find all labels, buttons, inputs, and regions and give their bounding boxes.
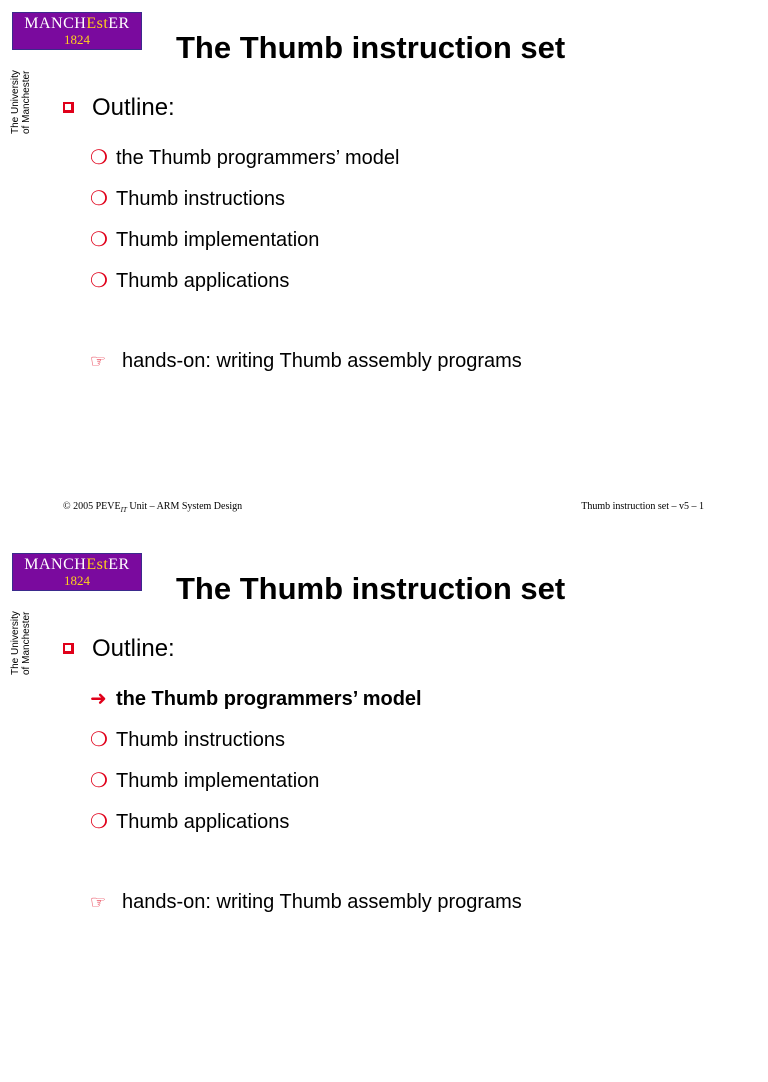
manchester-logo: MANCHEstER 1824 [12, 553, 142, 591]
manchester-logo: MANCHEstER 1824 [12, 12, 142, 50]
checkbox-bullet-icon [63, 643, 74, 654]
circle-bullet-icon: ❍ [90, 729, 108, 751]
footer-copyright: © 2005 $PEVE_{IT}$ Unit – ARM System Design [63, 501, 243, 514]
list-item: ❍ Thumb implementation [90, 770, 320, 792]
list-item-current: ➜ the Thumb programmers’ model [90, 688, 422, 710]
university-vertical-label: The University of Manchester [10, 70, 32, 134]
pointing-hand-icon: ☞ [90, 892, 107, 912]
outline-heading: Outline: [63, 635, 175, 663]
circle-bullet-icon: ❍ [90, 770, 108, 792]
slide-title: The Thumb instruction set [176, 571, 566, 606]
slide-2 [0, 541, 768, 1082]
circle-bullet-icon: ❍ [90, 147, 108, 169]
circle-bullet-icon: ❍ [90, 229, 108, 251]
circle-bullet-icon: ❍ [90, 188, 108, 210]
list-item: ❍ Thumb applications [90, 270, 290, 292]
logo-year: 1824 [64, 573, 90, 588]
hands-on-item: ☞ hands-on: writing Thumb assembly programs [90, 891, 522, 913]
logo-year: 1824 [64, 32, 90, 47]
circle-bullet-icon: ❍ [90, 270, 108, 292]
list-item: ❍ Thumb implementation [90, 229, 320, 251]
checkbox-bullet-icon [63, 102, 74, 113]
pointing-hand-icon: ☞ [90, 351, 107, 371]
outline-heading: Outline: [63, 94, 175, 122]
hands-on-item: ☞ hands-on: writing Thumb assembly programs [90, 350, 522, 372]
circle-bullet-icon: ❍ [90, 811, 108, 833]
list-item: ❍ Thumb instructions [90, 729, 285, 751]
list-item: ❍ Thumb instructions [90, 188, 285, 210]
list-item: ❍ the Thumb programmers’ model [90, 147, 400, 169]
footer-page-label: Thumb instruction set – v5 – 1 [581, 501, 704, 512]
slide-title: The Thumb instruction set [176, 30, 566, 65]
university-vertical-label: The University of Manchester [10, 611, 32, 675]
arrow-right-icon: ➜ [90, 688, 107, 710]
list-item: ❍ Thumb applications [90, 811, 290, 833]
